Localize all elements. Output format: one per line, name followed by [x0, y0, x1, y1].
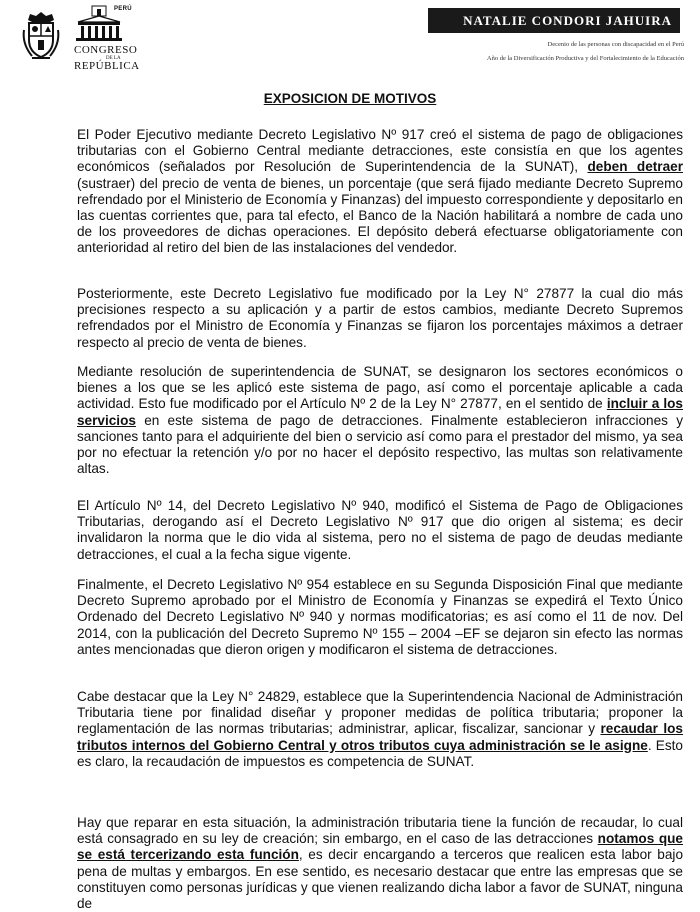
peru-coat-of-arms-icon: [22, 10, 60, 62]
paragraph-3-emphasis: incluir a los servicios: [77, 396, 683, 428]
paragraph-6-text-a: Cabe destacar que la Ley N° 24829, establece que la Superintendencia Nacional de Administración Tributaria tiene por finalidad diseñar y proponer medidas de política tributaria; proponer la reglamentación de las normas tributarias; administrar, aplicar, fiscalizar, sancionar y: [77, 689, 683, 737]
paragraph-2: Posteriormente, este Decreto Legislativo fue modificado por la Ley N° 27877 la cual dio más precisiones respecto a su aplicación y a partir de estos cambios, mediante Decreto Supremos refrendados por el Ministro de Economía y Finanzas se fijaron los porcentajes máximos a detraer respecto al precio de venta de bienes.: [77, 286, 683, 350]
decade-slogan: Decenio de las personas con discapacidad en el Perú: [547, 41, 684, 48]
logo-de-label: DE LA: [106, 56, 121, 61]
page-title: EXPOSICION DE MOTIVOS: [263, 91, 437, 106]
congress-building-icon: [68, 4, 148, 44]
congresswoman-name-banner: NATALIE CONDORI JAHUIRA: [428, 8, 680, 33]
paragraph-5: Finalmente, el Decreto Legislativo Nº 954 establece en su Segunda Disposición Final que mediante Decreto Supremo aprobado por el Ministro de Economía y Finanzas se expedirá el Texto Único Ordenado del Decreto Legislativo Nº 940 y normas modificatorias; es así como el 11 de nov. Del 2014, con la publicación del Decreto Supremo Nº 155 – 2004 –EF se dejaron sin efecto las normas antes mencionadas que dieron origen y modificaron el sistema de detracciones.: [77, 577, 683, 657]
paragraph-7-emphasis: notamos que se está tercerizando esta función: [77, 831, 683, 863]
paragraph-6-emphasis: recaudar los tributos internos del Gobierno Central y otros tributos cuya administración se le asigne: [77, 721, 683, 753]
paragraph-1-emphasis: deben detraer: [587, 159, 683, 175]
paragraph-3-text-a: Mediante resolución de superintendencia de SUNAT, se designaron los sectores económicos o bienes a los que se les aplicó este sistema de pago, así como el porcentaje aplicable a cada actividad. Esto fue modificado por el Artículo Nº 2 de la Ley N° 27877, en el sentido de: [77, 364, 683, 412]
paragraph-1: [77, 127, 683, 257]
paragraph-6-text-c: . Esto es claro, la recaudación de impuestos es competencia de SUNAT.: [77, 737, 683, 769]
paragraph-3: [77, 364, 683, 477]
logo-congreso-label: CONGRESO: [74, 44, 138, 56]
paragraph-1-text-c: (sustraer) del precio de venta de bienes, un porcentaje (que será fijado mediante Decreto Supremo refrendado por el Ministerio de Economía y Finanzas) del impuesto correspondiente y depositarlo en las cuentas corrientes que, para tal efecto, el Banco de la Nación habilitará a nombre de cada uno de los proveedores de dichas operaciones. El depósito deberá efectuarse obligatoriamente con anterioridad al retiro del bien de las instalaciones del vendedor.: [77, 175, 683, 256]
paragraph-1-text-a: El Poder Ejecutivo mediante Decreto Legislativo Nº 917 creó el sistema de pago de obligaciones tributarias con el Gobierno Central mediante detracciones, este consistía en que los agentes económicos (señalados por Resolución de Superintendencia de la SUNAT),: [77, 127, 683, 175]
paragraph-6: [77, 689, 683, 770]
congreso-logo: [68, 4, 148, 70]
paragraph-7-text-c: , es decir encargando a terceros que realicen esta labor bajo pena de multas y embargos. En ese sentido, es necesario destacar que entre las empresas que se constituyen como personas jurídicas y que vienen realizando dicha labor a favor de SUNAT, ninguna de: [77, 847, 683, 912]
paragraph-4: El Artículo Nº 14, del Decreto Legislativo Nº 940, modificó el Sistema de Pago de Obligaciones Tributarias, derogando así el Decreto Legislativo Nº 917 que dio origen al sistema; es decir invalidaron la norma que le dio vida al sistema, pero no el sistema de pago de deudas mediante detracciones, el cual a la fecha sigue vigente.: [77, 498, 683, 562]
paragraph-7-text-a: Hay que reparar en esta situación, la administración tributaria tiene la función de recaudar, lo cual está consagrado en su ley de creación; sin embargo, en el caso de las detracciones: [77, 815, 683, 847]
year-slogan: Año de la Diversificación Productiva y del Fortalecimiento de la Educación: [486, 55, 684, 62]
logo-republica-label: REPÚBLICA: [74, 60, 140, 72]
paragraph-3-text-c: en este sistema de pago de detracciones. Finalmente establecieron infracciones y sanciones tanto para el adquiriente del bien o servicio así como para el prestador del mismo, ya sea por no efectuar la retención y/o por no hacer el depósito respectivo, las multas son relativamente altas.: [77, 412, 683, 477]
paragraph-7: [77, 815, 683, 912]
logo-peru-label: PERÚ: [114, 6, 132, 12]
